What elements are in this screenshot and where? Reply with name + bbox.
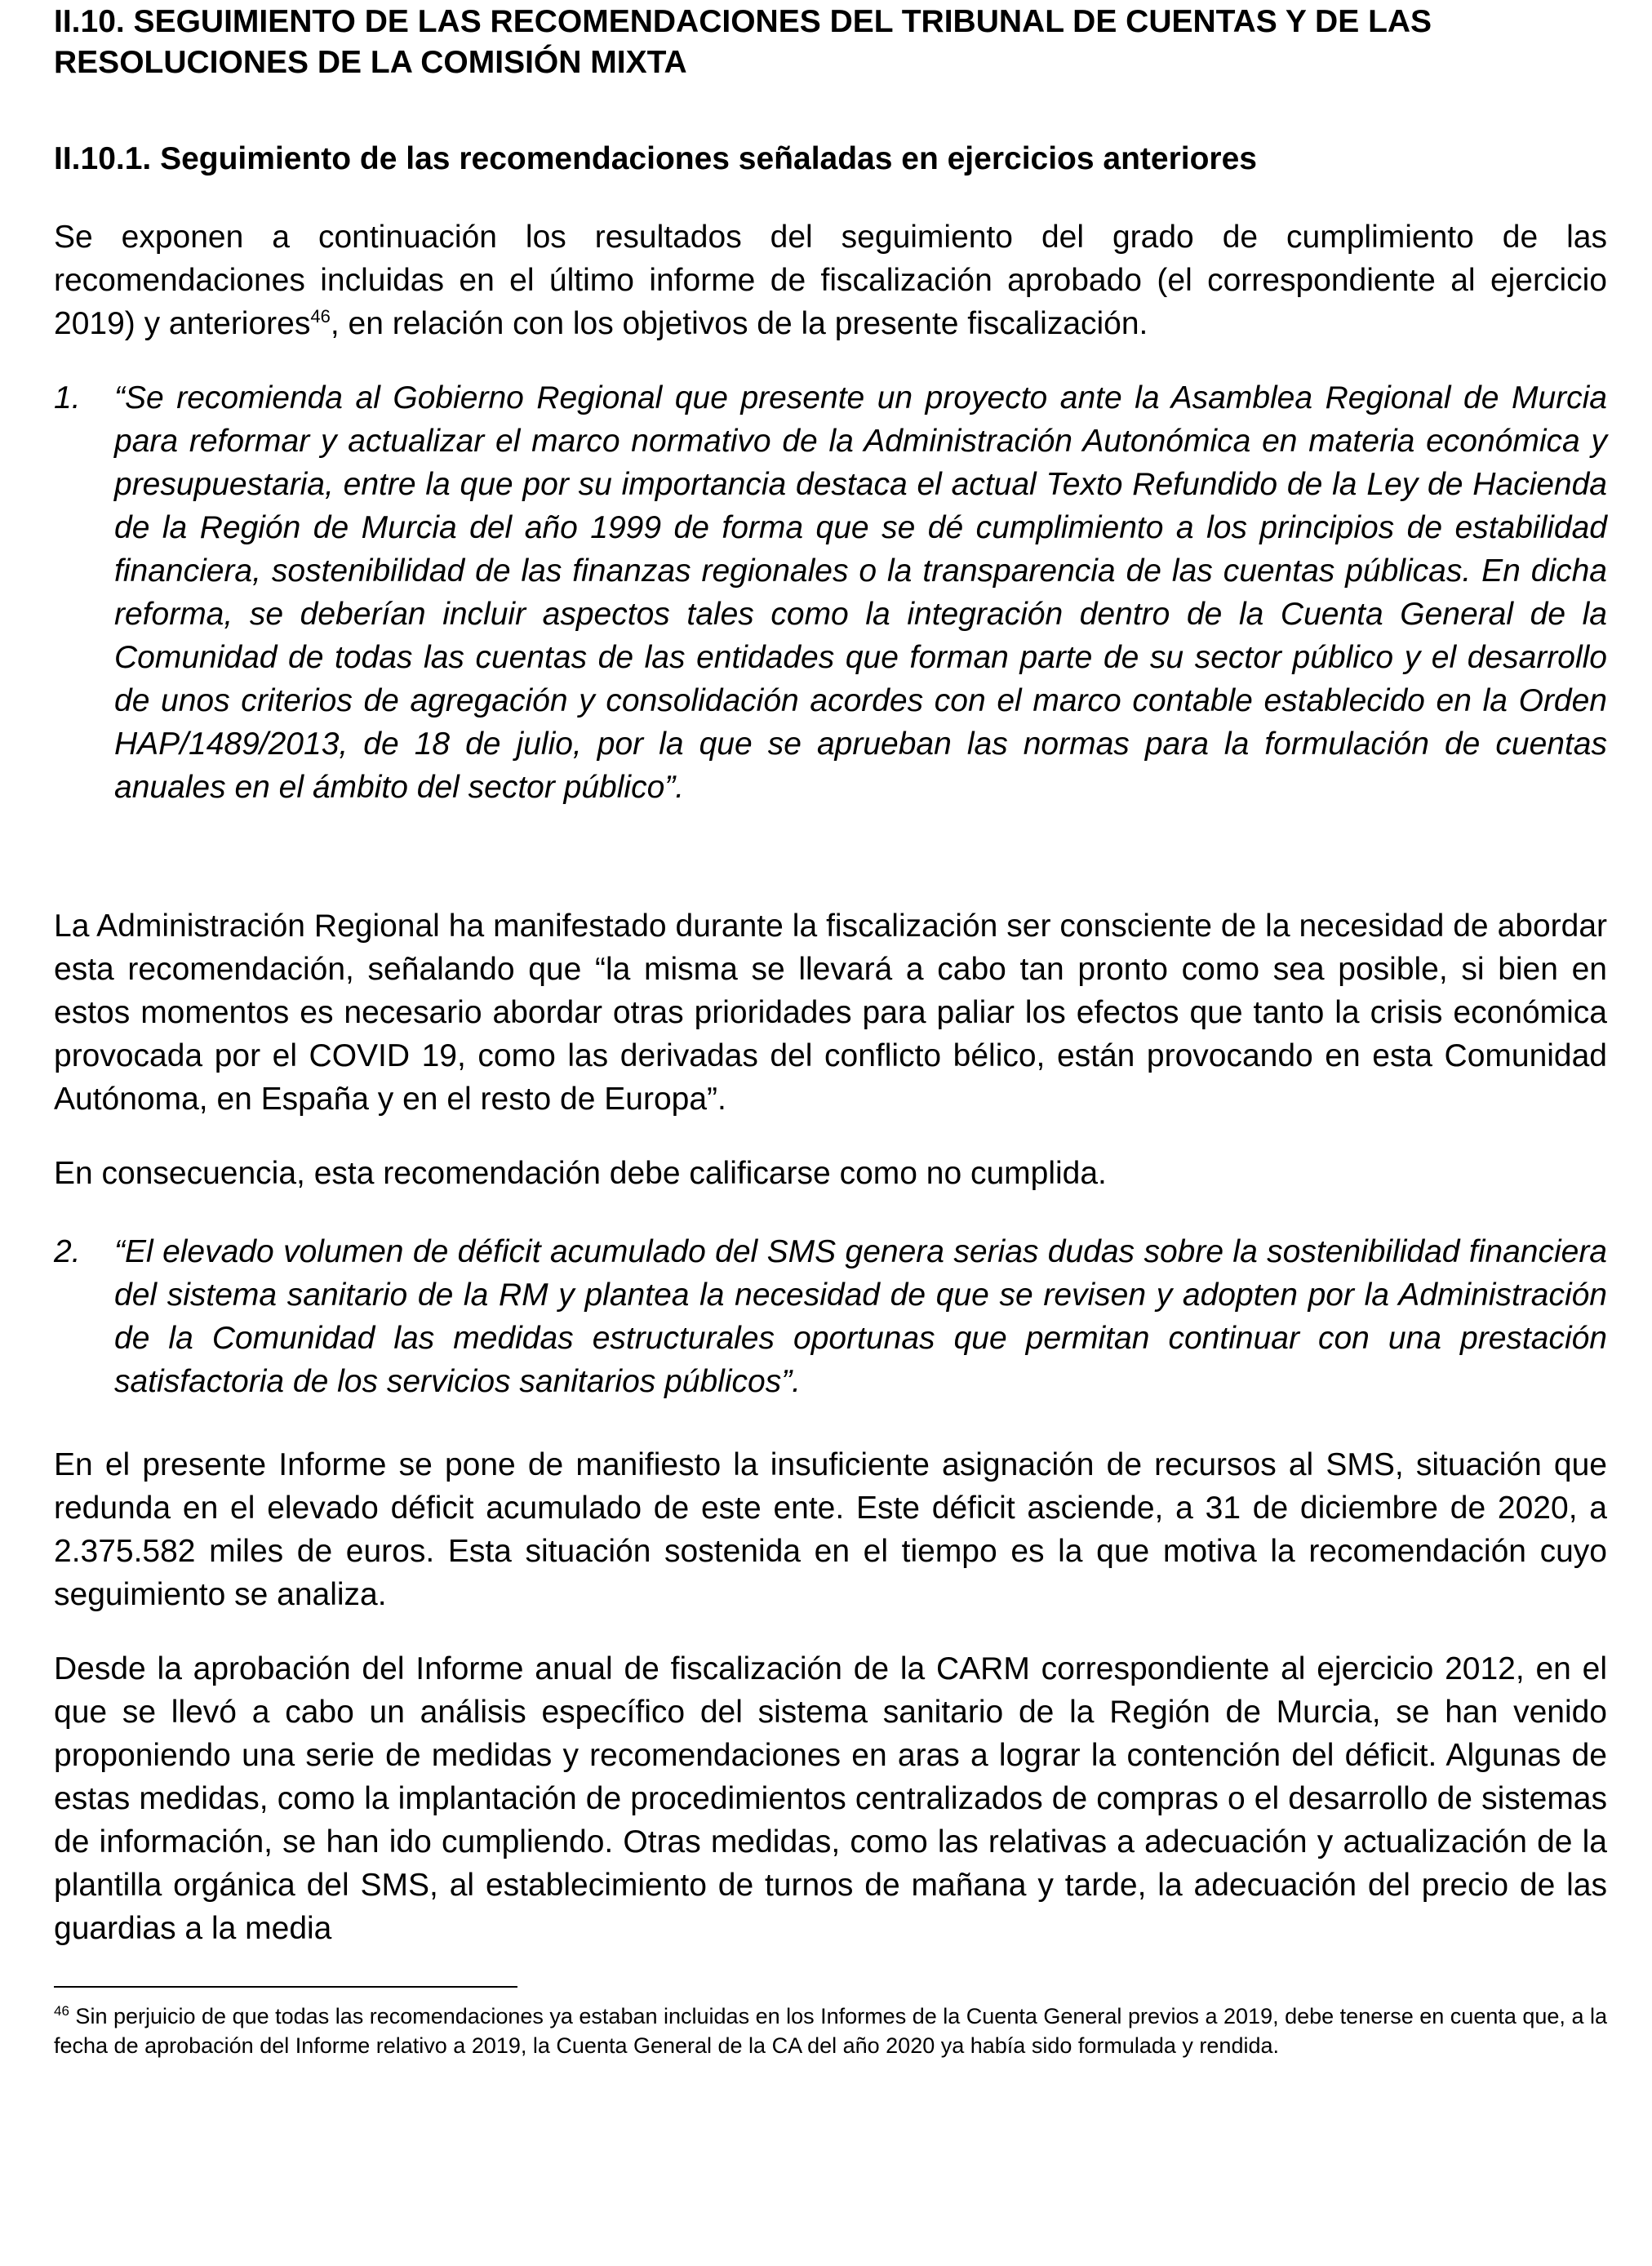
footnote-number: 46 — [54, 2003, 69, 2019]
recommendation-1-conclusion: En consecuencia, esta recomendación debe calificarse como no cumplida. — [54, 1156, 1107, 1191]
intro-text: Se exponen a continuación los resultados del seguimiento del grado de cumplimiento de las recomendaciones incluidas en el último informe de fiscalización aprobado (el correspondiente al ejercicio 2019) y anteriores — [54, 220, 1607, 341]
recommendation-1 — [54, 376, 1607, 809]
footnote-reference[interactable]: 46 — [310, 306, 331, 327]
recommendation-quote: “Se recomienda al Gobierno Regional que presente un proyecto ante la Asamblea Regional de Murcia para reformar y actualizar el marco normativo de la Administración Autonómica en materia económica y presupuestaria, entre la que por su importancia destaca el actual Texto Refundido de la Ley de Hacienda de la Región de Murcia del año 1999 de forma que se dé cumplimiento a los principios de estabilidad financiera, sostenibilidad de las finanzas regionales o la transparencia de las cuentas públicas. En dicha reforma, se deberían incluir aspectos tales como la integración dentro de la Cuenta General de la Comunidad de todas las cuentas de las entidades que forman parte de su sector público y el desarrollo de unos criterios de agregación y consolidación acordes con el marco contable establecido en la Orden HAP/1489/2013, de 18 de julio, por la que se aprueban las normas para la formulación de cuentas anuales en el ámbito del sector público”. — [114, 380, 1607, 805]
footnote — [54, 2002, 1607, 2060]
recommendation-2-analysis: En el presente Informe se pone de manifiesto la insuficiente asignación de recursos al SMS, situación que redunda en el elevado déficit acumulado de este ente. Este déficit asciende, a 31 de diciembre de 2020, a 2.375.582 miles de euros. Esta situación sostenida en el tiempo es la que motiva la recomendación cuyo seguimiento se analiza. — [54, 1447, 1607, 1612]
recommendation-quote: “El elevado volumen de déficit acumulado del SMS genera serias dudas sobre la sostenibilidad financiera del sistema sanitario de la RM y plantea la necesidad de que se revisen y adopten por la Administración de la Comunidad las medidas estructurales oportunas que permitan continuar con una prestación satisfactoria de los servicios sanitarios públicos”. — [114, 1234, 1607, 1399]
section-heading: II.10. SEGUIMIENTO DE LAS RECOMENDACIONES DEL TRIBUNAL DE CUENTAS Y DE LAS RESOLUCIONES DE LA COMISIÓN MIXTA — [54, 4, 1432, 80]
recommendation-2-history: Desde la aprobación del Informe anual de fiscalización de la CARM correspondiente al ejercicio 2012, en el que se llevó a cabo un análisis específico del sistema sanitario de la Región de Murcia, se han venido proponiendo una serie de medidas y recomendaciones en aras a lograr la contención del déficit. Algunas de estas medidas, como la implantación de procedimientos centralizados de compras o el desarrollo de sistemas de información, se han ido cumpliendo. Otras medidas, como las relativas a adecuación y actualización de la plantilla orgánica del SMS, al establecimiento de turnos de mañana y tarde, la adecuación del precio de las guardias a la media — [54, 1651, 1607, 1946]
intro-paragraph — [54, 215, 1607, 345]
intro-text-end: , en relación con los objetivos de la presente fiscalización. — [330, 306, 1148, 341]
footnote-text: Sin perjuicio de que todas las recomendaciones ya estaban incluidas en los Informes de la Cuenta General previos a 2019, debe tenerse en cuenta que, a la fecha de aprobación del Informe relativo a 2019, la Cuenta General de la CA del año 2020 ya había sido formulada y rendida. — [54, 2004, 1607, 2058]
subsection-heading: II.10.1. Seguimiento de las recomendaciones señaladas en ejercicios anteriores — [54, 141, 1257, 176]
recommendation-1-analysis: La Administración Regional ha manifestado durante la fiscalización ser consciente de la necesidad de abordar esta recomendación, señalando que “la misma se llevará a cabo tan pronto como sea posible, si bien en estos momentos es necesario abordar otras prioridades para paliar los efectos que tanto la crisis económica provocada por el COVID 19, como las derivadas del conflicto bélico, están provocando en esta Comunidad Autónoma, en España y en el resto de Europa”. — [54, 909, 1607, 1117]
footnote-divider — [54, 1986, 517, 1988]
recommendation-2 — [54, 1230, 1607, 1403]
recommendation-number: 2. — [54, 1234, 81, 1269]
recommendation-number: 1. — [54, 380, 81, 415]
